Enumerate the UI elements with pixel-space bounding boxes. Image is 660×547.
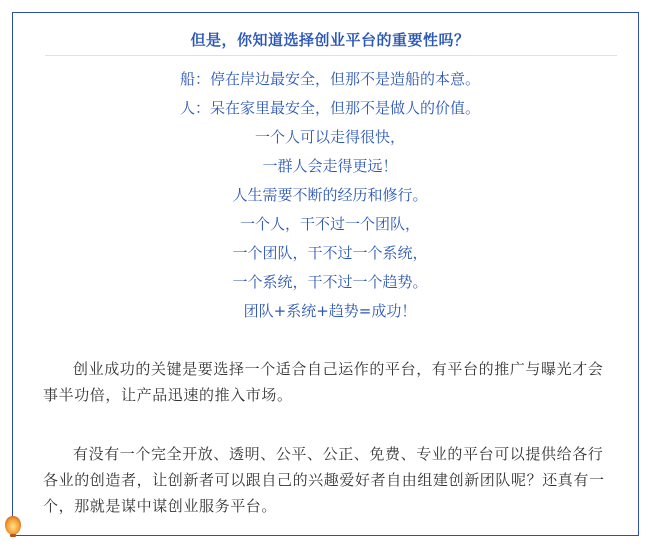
poem-line: 团队+系统+趋势=成功！ (243, 302, 417, 320)
paragraph: 创业成功的关键是要选择一个适合自己运作的平台，有平台的推广与曝光才会事半功倍，让产品迅速的推入市场。 (43, 360, 604, 404)
poem-line: 一个人，干不过一个团队， (239, 215, 420, 233)
poem-line: 一个系统，干不过一个趋势。 (232, 273, 428, 291)
poem-line: 一个人可以走得很快， (254, 128, 405, 146)
paragraph: 有没有一个完全开放、透明、公平、公正、免费、专业的平台可以提供给各行各业的创造者，让创新者可以跟自己的兴趣爱好者自由组建创新团队呢？还真有一个，那就是谋中谋创业服务平台。 (43, 445, 605, 515)
poem-line: 一群人会走得更远！ (262, 157, 398, 175)
heading-divider (45, 55, 617, 56)
poem-line: 人生需要不断的经历和修行。 (232, 186, 428, 204)
article-heading: 但是，你知道选择创业平台的重要性吗？ (190, 31, 470, 49)
poem-line: 船：停在岸边最安全，但那不是造船的本意。 (179, 70, 480, 88)
lantern-icon (4, 515, 22, 539)
poem-line: 人：呆在家里最安全，但那不是做人的价值。 (179, 99, 480, 117)
poem-block (0, 69, 660, 330)
poem-line: 一个团队，干不过一个系统， (232, 244, 428, 262)
